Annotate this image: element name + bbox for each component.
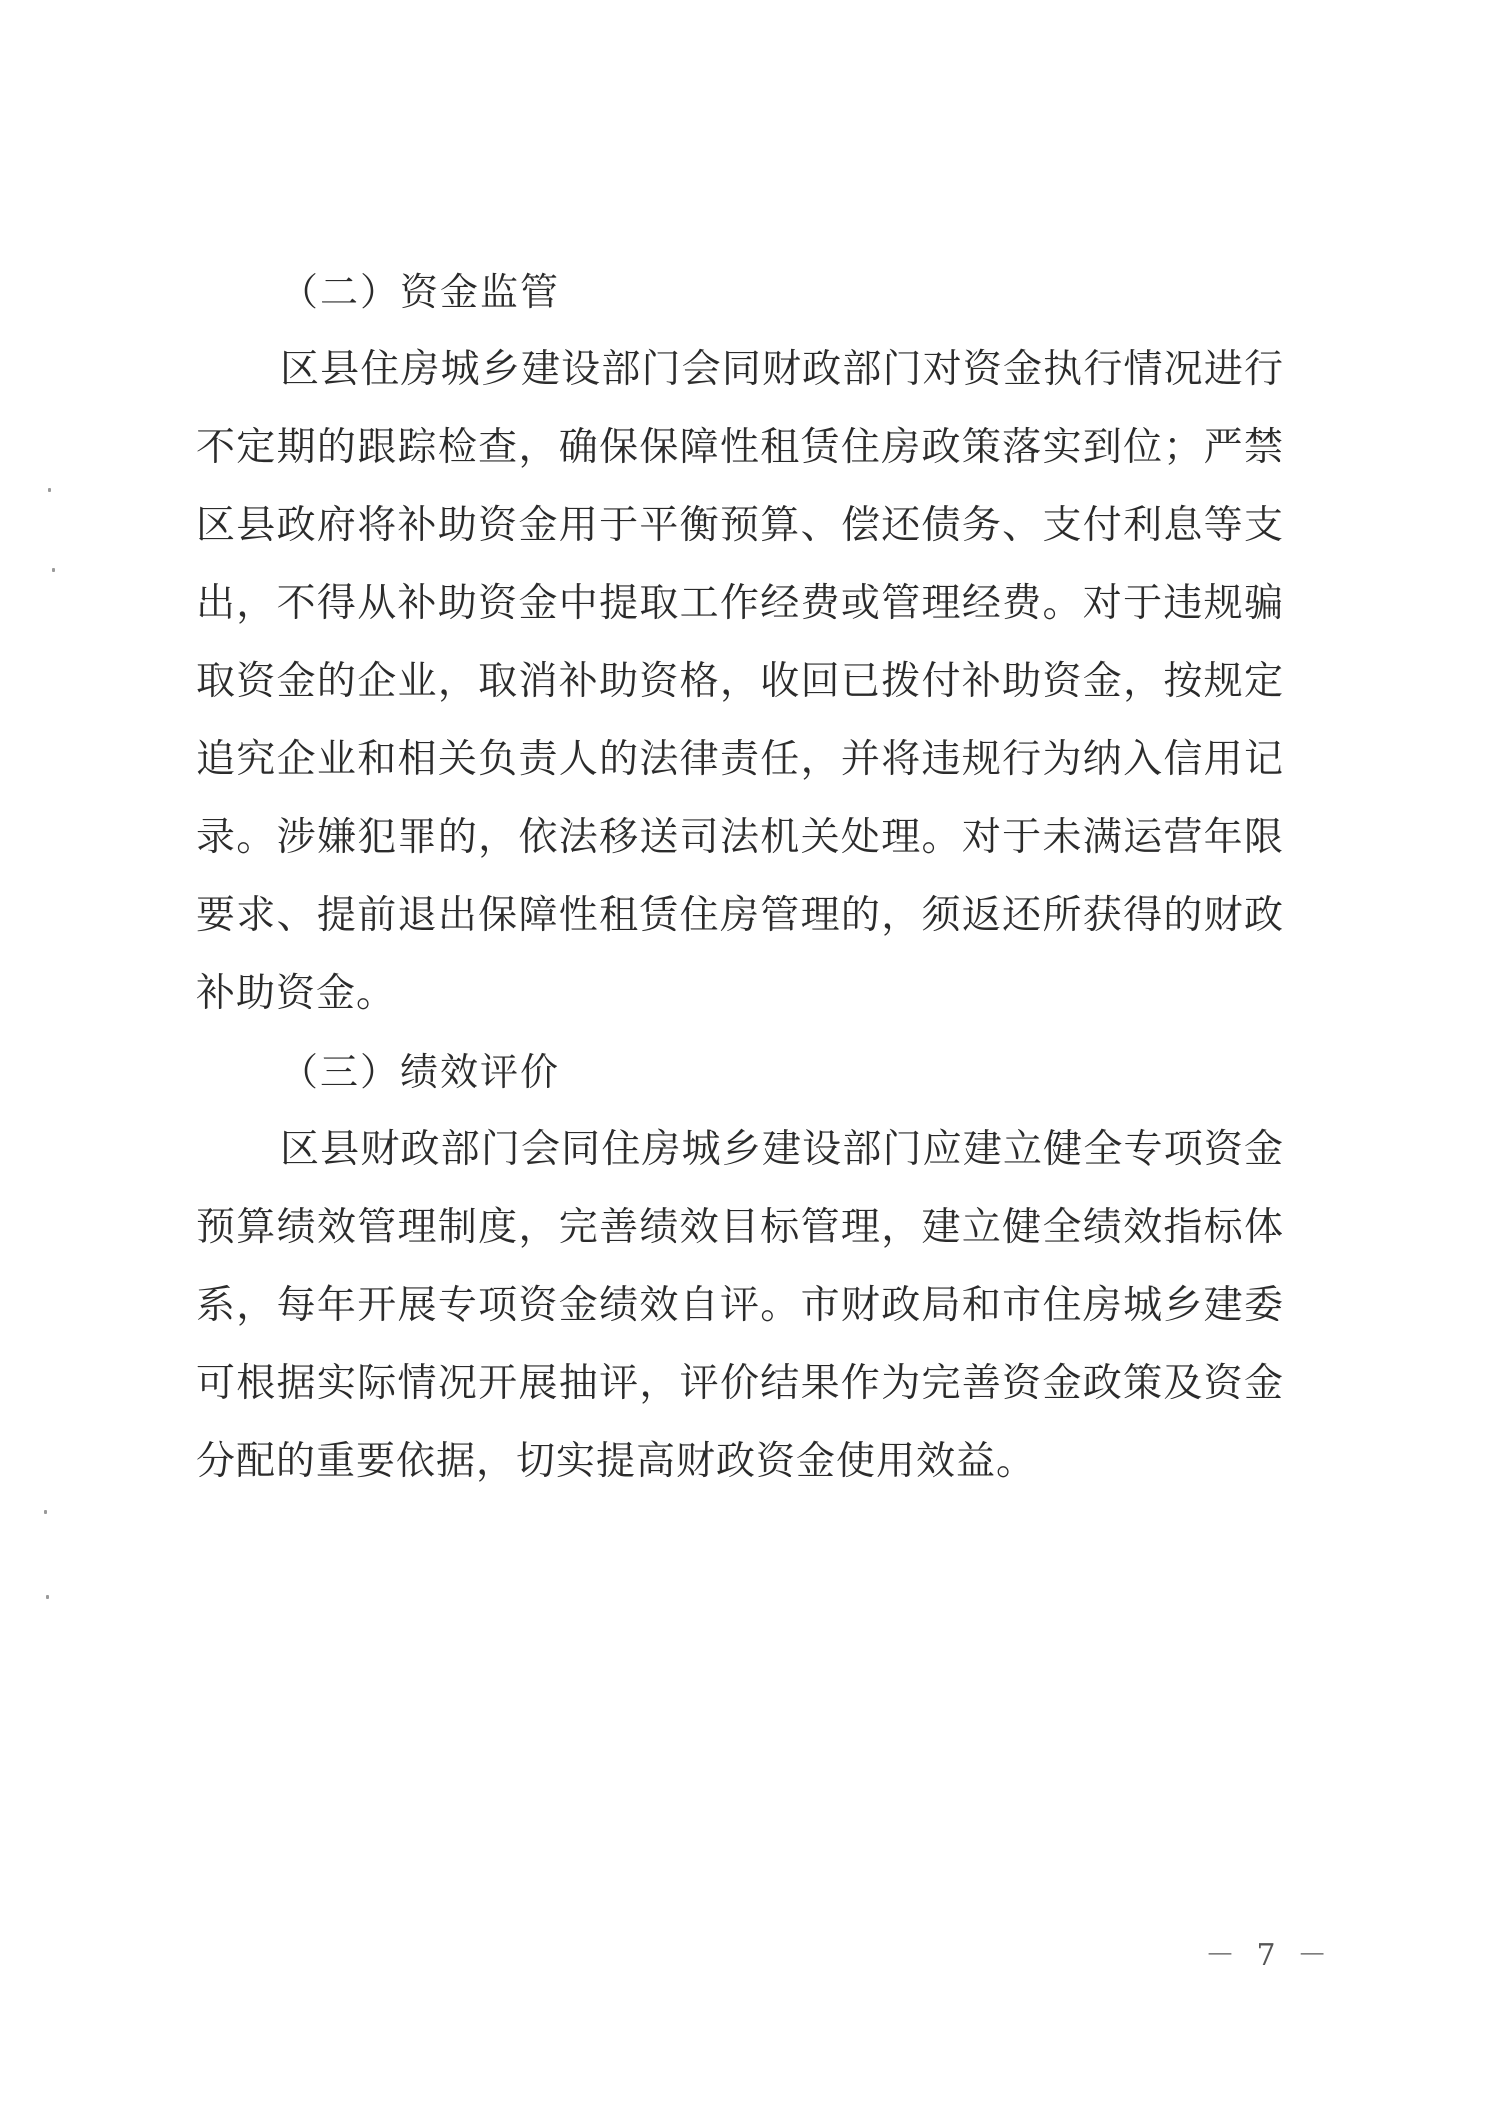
scan-speck	[48, 488, 51, 492]
section-heading-fund-supervision: （二）资金监管	[280, 270, 561, 314]
page-number: － 7 －	[1205, 1938, 1334, 1973]
paragraph-fund-supervision: 区县住房城乡建设部门会同财政部门对资金执行情况进行不定期的跟踪检查，确保保障性租赁住房政策落实到位；严禁区县政府将补助资金用于平衡预算、偿还债务、支付利息等支出，不得从补助资金中提取工作经费或管理经费。对于违规骗取资金的企业，取消补助资格，收回已拨付补助资金，按规定追究企业和相关负责人的法律责任，并将违规行为纳入信用记录。涉嫌犯罪的，依法移送司法机关处理。对于未满运营年限要求、提前退出保障性租赁住房管理的，须返还所获得的财政补助资金。	[196, 347, 1284, 1016]
scan-speck	[44, 1510, 47, 1514]
scan-speck	[52, 568, 55, 572]
paragraph-performance-evaluation: 区县财政部门会同住房城乡建设部门应建立健全专项资金预算绩效管理制度，完善绩效目标管理，建立健全绩效指标体系，每年开展专项资金绩效自评。市财政局和市住房城乡建委可根据实际情况开展抽评，评价结果作为完善资金政策及资金分配的重要依据，切实提高财政资金使用效益。	[196, 1127, 1284, 1484]
section-heading-performance-evaluation: （三）绩效评价	[280, 1050, 561, 1094]
scan-speck	[46, 1595, 49, 1599]
document-body	[196, 253, 1284, 1501]
